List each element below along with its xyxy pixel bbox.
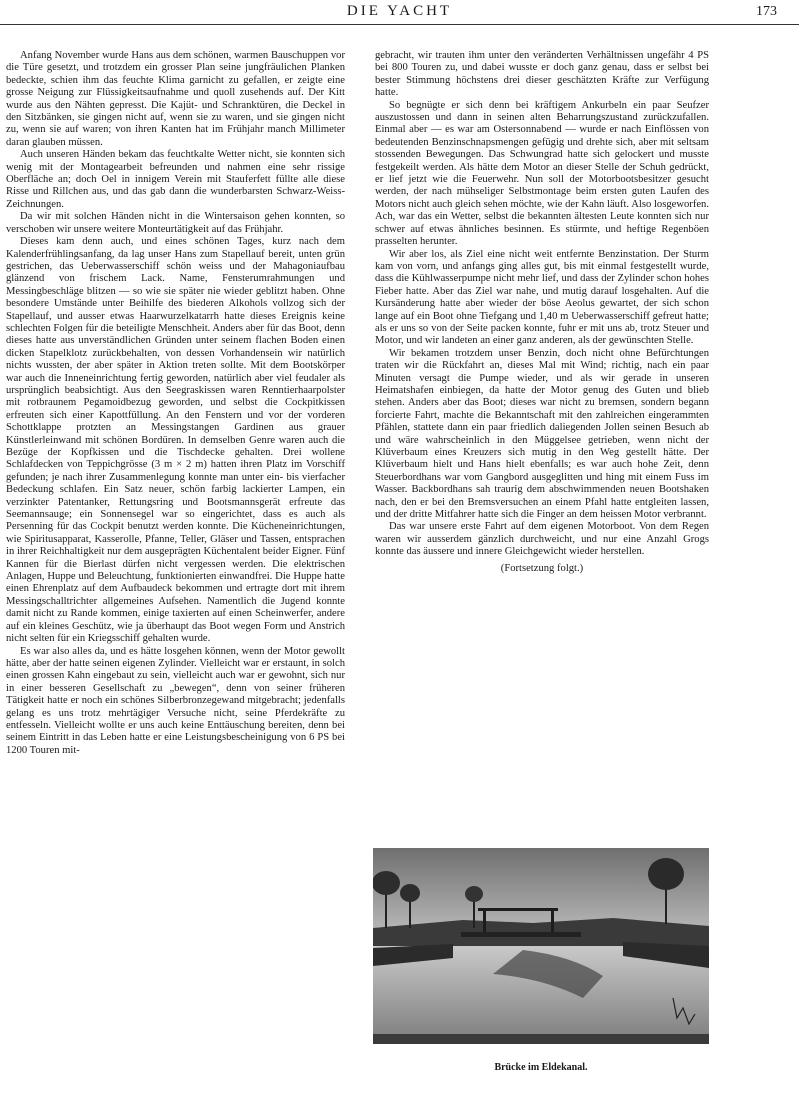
paragraph: Dieses kam denn auch, und eines schönen Tages, kurz nach dem Kalenderfrühlingsanfang, da lag unser Hans zum Stapellauf bereit, unten grün gestrichen, das Ueberwasserschiff schön weiss und der Mahagoniaufbau glänzend von frischem Lack. Name, Fensterumrahmungen und Messingbeschläge blitzen — so wie sie später nie wieder geblitzt haben. Ohne besondere Umstände unter Beihilfe des biederen Alkohols vollzog sich der Stapellauf, und ausser etwas Haarwurzelkatarrh hatte dieses Ereignis keine schlechten Folgen für die beteiligte Menschheit. Anders aber für das Boot, denn dieses hatte aus unverständlichen Gründen unter seinem flachen Boden einen dicken Stapelklotz zurückbehalten, von dessen Vorhandensein wir natürlich nichts wussten, der aber später in Aktion treten sollte. Mit dem Bootskörper war auch die Inneneinrichtung fertig geworden, natürlich aber viel feudaler als ursprünglich beabsichtigt. Aus den Seegraskissen waren Renntierhaarpolster mit rotbraunem Pegamoidbezug geworden, und selbst die Cockpitkissen erfreuten sich einer Kapottfüllung. An den Fenstern und vor der vorderen Schottklappe protzten an Messingstangen Gardinen aus grauer Künstlerleinwand mit schönen Bordüren. In demselben Genre waren auch die Bezüge der Kopfkissen und die Tischdecke gehalten. Drei wollene Schlafdecken von Teppichgrösse (3 m × 2 m) hatten ihren Platz im Vorschiff gefunden; je nach ihrer Zusammenlegung konnte man unter ein- bis vierfacher Bedeckung schlafen. Ein Satz neuer, schön farbig lackierter Lampen, ein verzinkter Patentanker, Rettungsring und Bootsmannsgerät erfreute das Seemannsauge; ein Sonnensegel war so eingerichtet, dass es auch als Persenning für das Cockpit benutzt werden konnte. Die Kücheneinrichtungen, wie Spiritusapparat, Kasserolle, Pfanne, Teller, Gläser und Tassen, entsprachen in ihrer Reichhaltigkeit nur dem ausgeprägten Küchentalent beider Eigner. Fünf Kannen für die Bierlast dürfen nicht vergessen werden. Die elektrischen Anlagen, Huppe und Beleuchtung, funktionierten einwandfrei. Die Huppe hatte einen Ehrenplatz auf dem Aufbaudeck bekommen und ertragte dort mit ihrem Messingschalltrichter allgemeines Aufsehen. Namentlich die Jugend konnte damit nicht zu Rande kommen, einige taxierten auf einen Scheinwerfer, andere auf ein kleines Geschütz, wie ja überhaupt das Boot wegen Form und Anstrich nicht selten für ein Kriegsschiff gehalten wurde. xyxy=(6,236,345,645)
paragraph: Wir bekamen trotzdem unser Benzin, doch nicht ohne Befürchtungen traten wir die Rückfahrt an, dieses Mal mit Wind; richtig, nach ein paar Minuten versagt die Pumpe wieder, und als wir gerade in unseren Heimatshafen einbiegen, da hatte der Motor genug des Guten und blieb stehen. Anders aber das Boot; dieses war nicht zu bremsen, sondern begann forcierte Fahrt, machte die Bekanntschaft mit den zahlreichen eingerammten Pfählen, stattete dann ein paar friedlich daliegenden Jollen seinen Besuch ab und wäre wahrscheinlich in den Müggelsee getrieben, wenn nicht der Klüverbaum eines Kreuzers sich mutig in den Weg gestellt hätte. Der Klüverbaum hielt und Hans hielt ebenfalls; es war auch hohe Zeit, denn Steuerbordhans war vom Gangbord ausgeglitten und hing mit einem Fuss im Wasser. Backbordhans sah traurig dem abschwimmenden neuen Bootshaken nach, den er bei den Bremsversuchen an einem Pfahl hatte entgleiten lassen, und der dritte Mitfahrer hatte sich die Finger an dem heissen Motor verbrannt. xyxy=(375,347,709,521)
photo-caption: Brücke im Eldekanal. xyxy=(494,1062,588,1073)
paragraph: Da wir mit solchen Händen nicht in die Wintersaison gehen konnten, so verschoben wir unsere weitere Monteurtätigkeit auf das Frühjahr. xyxy=(6,211,345,235)
paragraph: Anfang November wurde Hans aus dem schönen, warmen Bauschuppen vor die Türe gesetzt, und trotzdem ein grosser Plan seine jungfräulichen Planken bedeckte, schien ihm das feuchte Klima garnicht zu gefallen, er zeigte eine grosse Neigung zur Flüssigkeitsaufnahme und quoll zusehends auf. Der Kitt wurde aus den Nähten gepresst. Die Kajüt- und Schranktüren, die Deckel in den Sitzbänken, sie gingen nicht auf, wenn sie zu waren, und sie gingen nicht zu, wenn sie auf waren; von ihren Kanten hat im Frühjahr manch Millimeter daran glauben müssen. xyxy=(6,50,345,148)
continued-note: (Fortsetzung folgt.) xyxy=(500,562,584,574)
journal-title: DIE YACHT xyxy=(346,3,453,19)
right-column xyxy=(375,50,709,575)
paragraph: Auch unseren Händen bekam das feuchtkalte Wetter nicht, sie konnten sich wenig mit der Montagearbeit befreunden und nahmen eine sehr rissige Oberfläche an; doch Oel in innigem Verein mit Stauferfett füllte alle diese Risse und Rillchen aus, und das gab dann die wunderbarsten Schwarz-Weiss-Zeichnungen. xyxy=(6,149,345,210)
canal-bridge-photo xyxy=(373,848,709,1044)
paragraph: Das war unsere erste Fahrt auf dem eigenen Motorboot. Von dem Regen waren wir ausserdem gänzlich durchweicht, und nur eine Anzahl Grogs konnte das äussere und innere Gleichgewicht wieder herstellen. xyxy=(375,521,709,558)
page-number: 173 xyxy=(756,4,777,19)
paragraph: Wir aber los, als Ziel eine nicht weit entfernte Benzinstation. Der Sturm kam von vorn, und anfangs ging alles gut, bis mit einmal festgestellt wurde, dass die Kühlwasserpumpe nicht mehr lief, und dass der Zylinder schon hohes Fieber hatte. Aber das Ziel war nahe, und mutig darauf losgehalten. Auf die Kursänderung hatte aber wieder der böse Aeolus gewartet, der sich schon lange auf ein Boot ohne Tiefgang und 1,40 m Ueberwasserschiff gefreut hatte; als er uns so von der Seite packen konnte, fuhr er mit uns ab, trotz Steuer und Motor, und wir landeten an einer ganz anderen, als der gewünschten Stelle. xyxy=(375,248,709,347)
paragraph: gebracht, wir trauten ihm unter den veränderten Verhältnissen ungefähr 4 PS bei 800 Touren zu, und dabei wusste er doch ganz genau, dass er selbst bei bester Stimmung höchstens drei dieser geschätzten Kräfte zur Verfügung hatte. xyxy=(375,50,709,99)
left-column xyxy=(6,50,345,757)
paragraph: So begnügte er sich denn bei kräftigem Ankurbeln ein paar Seufzer auszustossen und dann in seinen alten Beharrungszustand zurückzufallen. Einmal aber — es war am Ostersonnabend — wurde er nach Einflössen von bedeutenden Benzinschnapsmengen gefügig und drehte sich, aber mit seltsam stossenden Bewegungen. Das Schwungrad hatte sich gelockert und musste festgekeilt werden. Als hätte dem Motor an dieser Stelle der Schuh gedrückt, er lief jetzt wie die Feuerwehr. Nun soll der Motorbootsbesitzer gesucht werden, der nach mühseliger Selbstmontage beim ersten guten Laufen des Motors nicht auch gleich sehen möchte, wie der Kahn läuft. Also losgeworfen. Ach, war das ein Wetter, selbst die bekannten ältesten Leute konnten sich nur schwer auf etwas ähnliches besinnen. Es stürmte, und heftige Regenböen prasselten herunter. xyxy=(375,99,709,248)
page-header xyxy=(0,0,799,25)
paragraph: Es war also alles da, und es hätte losgehen können, wenn der Motor gewollt hätte, aber der hatte seinen eigenen Zylinder. Vielleicht war er erstaunt, in solch einen grossen Kahn eingebaut zu sein, vielleicht auch war er gewohnt, sich nur in einer besseren Gesellschaft zu „bewegen“, denn von seiner früheren Tätigkeit hatte er noch ein schönes Silberbronzegewand mitgebracht; jedenfalls gelang es uns trotz mehrtägiger Versuche nicht, seine Pferdekräfte zu entfesseln. Vielleicht wollte er uns auch keine Enttäuschung bereiten, denn bei seinem Eintritt in das Leben hatte er eine Leistungsbescheinigung von 6 PS bei 1200 Touren mit- xyxy=(6,645,345,756)
